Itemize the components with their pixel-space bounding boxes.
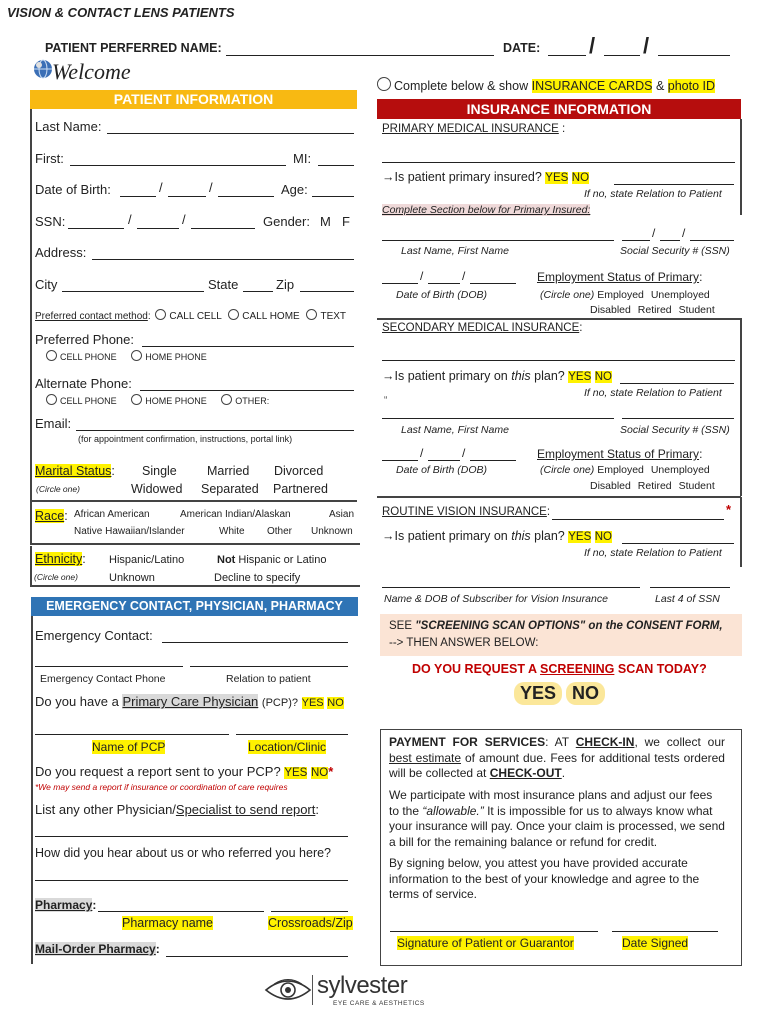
secondary-employment-row2 xyxy=(590,480,715,492)
primary-unemployed-option[interactable]: Unemployed xyxy=(650,289,710,301)
state-label: State xyxy=(208,277,239,292)
emergency-relation-field[interactable] xyxy=(190,666,348,667)
mail-order-label: Mail-Order Pharmacy: xyxy=(35,942,160,956)
call-cell-label: CALL CELL xyxy=(169,311,222,322)
insurance-cards-highlight: INSURANCE CARDS xyxy=(531,79,653,93)
emergency-phone-label: Emergency Contact Phone xyxy=(40,673,166,685)
how-hear-field[interactable] xyxy=(35,880,348,881)
secondary-yes-option[interactable]: YES xyxy=(568,371,592,383)
secondary-quote-mark: “ xyxy=(384,395,388,406)
secondary-employed-option[interactable]: Employed xyxy=(597,464,644,476)
routine-vision-field[interactable] xyxy=(552,519,724,520)
date-signed-field[interactable] xyxy=(612,931,718,932)
amp: & xyxy=(655,79,665,93)
primary-if-no: If no, state Relation to Patient xyxy=(584,188,722,200)
marital-partnered-option[interactable]: Partnered xyxy=(273,482,328,496)
scan-yes-button[interactable]: YES xyxy=(514,682,562,705)
primary-insured-no[interactable]: NO xyxy=(571,172,590,184)
date-month-field[interactable] xyxy=(548,55,586,56)
emergency-contact-label: Emergency Contact: xyxy=(35,628,153,643)
dob-month-field[interactable] xyxy=(120,196,156,197)
payment-paragraph-2: We participate with most insurance plans and adjust our fees to the “allowable.” It is impossible for us to always know what your insurance will pay. Once your claim is processed, we send a bill for the remaining balance or refund for credit. xyxy=(389,788,725,849)
primary-ssn-label: Social Security # (SSN) xyxy=(620,245,730,257)
alternate-home-radio[interactable] xyxy=(131,394,142,405)
ethnicity-not-hispanic[interactable]: Not Hispanic or Latino xyxy=(217,554,327,566)
text-radio[interactable] xyxy=(306,309,317,320)
vision-subscriber-field[interactable] xyxy=(382,587,640,588)
secondary-student-option[interactable]: Student xyxy=(678,480,715,492)
ssn-part2-field[interactable] xyxy=(137,228,179,229)
secondary-retired-option[interactable]: Retired xyxy=(637,480,672,492)
preferred-home-radio[interactable] xyxy=(131,350,142,361)
dob-day-field[interactable] xyxy=(168,196,206,197)
complete-below-checkbox[interactable] xyxy=(377,77,391,91)
vision-last4-label: Last 4 of SSN xyxy=(655,593,720,605)
alternate-other-radio[interactable] xyxy=(221,394,232,405)
routine-vision-label: ROUTINE VISION INSURANCE: xyxy=(382,506,551,518)
location-clinic-label: Location/Clinic xyxy=(248,740,327,754)
secondary-no-option[interactable]: NO xyxy=(594,371,612,383)
primary-employment-row2 xyxy=(590,304,715,316)
form-title: VISION & CONTACT LENS PATIENTS xyxy=(7,5,235,20)
primary-dob-label: Date of Birth (DOB) xyxy=(396,289,488,301)
primary-insured-question: →Is patient primary insured? YES NO xyxy=(382,170,590,184)
alternate-phone-type-row xyxy=(46,394,269,406)
preferred-cell-label: CELL PHONE xyxy=(60,352,117,362)
complete-section-label: Complete Section below for Primary Insured: xyxy=(382,204,591,216)
primary-last-first-label: Last Name, First Name xyxy=(401,245,509,257)
secondary-relation-field[interactable] xyxy=(620,383,734,384)
date-year-field[interactable] xyxy=(658,55,730,56)
race-american-indian[interactable]: American Indian/Alaskan xyxy=(180,509,291,520)
scan-options-line2: --> THEN ANSWER BELOW: xyxy=(389,637,539,649)
vision-no-option[interactable]: NO xyxy=(594,531,612,543)
preferred-name-label: PATIENT PERFERRED NAME: xyxy=(45,41,222,55)
call-cell-radio[interactable] xyxy=(155,309,166,320)
alternate-other-label: OTHER: xyxy=(235,396,270,406)
marital-widowed-option[interactable]: Widowed xyxy=(131,482,183,496)
welcome-globe-icon xyxy=(32,58,54,80)
race-african-american[interactable]: African American xyxy=(74,509,150,520)
last-name-label: Last Name: xyxy=(35,119,102,134)
preferred-phone-field[interactable] xyxy=(142,346,354,347)
crossroads-zip-label: Crossroads/Zip xyxy=(268,916,353,930)
secondary-employment-label: Employment Status of Primary: xyxy=(537,447,703,461)
secondary-top-border xyxy=(377,318,741,320)
logo-divider xyxy=(312,975,313,1005)
routine-vision-star: * xyxy=(726,502,732,517)
insurance-header: INSURANCE INFORMATION xyxy=(377,99,741,119)
secondary-dob-label: Date of Birth (DOB) xyxy=(396,464,488,476)
other-physician-field[interactable] xyxy=(35,836,348,837)
race-border xyxy=(30,502,32,544)
date-slash-1: / xyxy=(589,33,596,58)
race-unknown[interactable]: Unknown xyxy=(311,526,353,537)
secondary-primary-question: →Is patient primary on this plan? YES NO xyxy=(382,369,612,383)
vision-primary-question: →Is patient primary on this plan? YES NO xyxy=(382,529,612,543)
race-native-hawaiian[interactable]: Native Hawaiian/Islander xyxy=(74,526,185,537)
pcp-no-option[interactable]: NO xyxy=(327,697,344,709)
ethnicity-hispanic[interactable]: Hispanic/Latino xyxy=(109,554,185,566)
patient-info-border xyxy=(30,109,32,501)
vision-ssn-field[interactable] xyxy=(650,587,730,588)
ethnicity-bottom-border xyxy=(30,585,360,587)
marital-separated-option[interactable]: Separated xyxy=(201,482,259,496)
secondary-dob-day[interactable] xyxy=(428,460,460,461)
pcp-location-field[interactable] xyxy=(236,734,348,735)
dob-year-field[interactable] xyxy=(218,196,274,197)
text-label: TEXT xyxy=(320,311,347,322)
patient-info-bottom-border xyxy=(30,500,357,502)
marital-single-option[interactable]: Single xyxy=(142,464,177,478)
pcp-yes-option[interactable]: YES xyxy=(301,697,324,709)
signature-label: Signature of Patient or Guarantor xyxy=(397,936,574,950)
primary-relation-field[interactable] xyxy=(614,184,734,185)
ethnicity-decline[interactable]: Decline to specify xyxy=(214,572,301,584)
insurance-right-border xyxy=(740,119,742,215)
report-note: *We may send a report if insurance or coordination of care requires xyxy=(35,782,288,792)
primary-ssn-part3[interactable] xyxy=(690,240,734,241)
secondary-dob-month[interactable] xyxy=(382,460,418,461)
preferred-name-field[interactable] xyxy=(226,55,494,56)
dob-label: Date of Birth: xyxy=(35,182,111,197)
logo-tagline: EYE CARE & AESTHETICS xyxy=(333,1000,425,1007)
last-name-field[interactable] xyxy=(107,133,354,134)
payment-paragraph-3: By signing below, you attest you have provided accurate information to the best of your knowledge and agree to the terms of service. xyxy=(389,856,700,901)
secondary-last-first-label: Last Name, First Name xyxy=(401,424,509,436)
zip-field[interactable] xyxy=(300,291,354,292)
race-white[interactable]: White xyxy=(219,526,245,537)
primary-ssn-part1[interactable] xyxy=(622,240,650,241)
sylvester-eye-logo-icon xyxy=(264,974,312,1006)
scan-options-line1: SEE "SCREENING SCAN OPTIONS" on the CONSENT FORM, xyxy=(389,620,723,632)
report-question: Do you request a report sent to your PCP? YES NO* xyxy=(35,764,334,779)
gender-m-option[interactable]: M xyxy=(320,214,331,229)
pcp-name-field[interactable] xyxy=(35,734,229,735)
vision-yes-option[interactable]: YES xyxy=(568,531,592,543)
age-field[interactable] xyxy=(312,196,354,197)
call-home-radio[interactable] xyxy=(228,309,239,320)
pharmacy-zip-field[interactable] xyxy=(271,911,348,912)
primary-dob-day[interactable] xyxy=(428,283,460,284)
first-name-label: First: xyxy=(35,151,64,166)
emergency-contact-field[interactable] xyxy=(162,642,348,643)
vision-if-no: If no, state Relation to Patient xyxy=(584,547,722,559)
secondary-bottom-border xyxy=(377,496,741,498)
secondary-employment-row1: (Circle one) Employed Unemployed xyxy=(540,464,710,476)
primary-insurance-field[interactable] xyxy=(382,162,735,163)
secondary-insured-name-field[interactable] xyxy=(382,418,614,419)
date-slash-2: / xyxy=(643,33,650,58)
ethnicity-border xyxy=(30,546,32,586)
vision-relation-field[interactable] xyxy=(622,543,734,544)
alternate-cell-radio[interactable] xyxy=(46,394,57,405)
marital-status-label: Marital Status: xyxy=(35,464,115,478)
mi-field[interactable] xyxy=(318,165,354,166)
call-home-label: CALL HOME xyxy=(242,311,300,322)
preferred-home-label: HOME PHONE xyxy=(145,352,207,362)
ethnicity-unknown[interactable]: Unknown xyxy=(109,572,155,584)
payment-paragraph-1: PAYMENT FOR SERVICES: AT CHECK-IN, we collect our best estimate of amount due. Fees for additional tests ordered will be collected at CHECK-OUT. xyxy=(389,735,725,780)
emergency-border xyxy=(31,616,33,964)
routine-right-border xyxy=(740,497,742,567)
primary-insurance-label: PRIMARY MEDICAL INSURANCE xyxy=(382,123,559,135)
primary-employment-label: Employment Status of Primary: xyxy=(537,270,703,284)
pcp-question: Do you have a Primary Care Physician (PCP)? YES NO xyxy=(35,694,344,709)
complete-below-text: Complete below & show xyxy=(394,79,529,93)
emergency-phone-field[interactable] xyxy=(35,666,183,667)
scan-no-button[interactable]: NO xyxy=(566,682,605,705)
patient-info-header: PATIENT INFORMATION xyxy=(30,90,357,109)
race-label: Race: xyxy=(35,509,68,523)
address-field[interactable] xyxy=(92,259,354,260)
email-label: Email: xyxy=(35,416,72,431)
pharmacy-name-field[interactable] xyxy=(98,911,264,912)
city-label: City xyxy=(35,277,58,292)
race-other[interactable]: Other xyxy=(267,526,293,537)
vision-subscriber-label: Name & DOB of Subscriber for Vision Insurance xyxy=(384,593,608,605)
primary-ssn-part2[interactable] xyxy=(660,240,680,241)
photo-id-highlight: photo ID xyxy=(667,79,716,93)
secondary-if-no: If no, state Relation to Patient xyxy=(584,387,722,399)
date-day-field[interactable] xyxy=(604,55,640,56)
primary-disabled-option[interactable]: Disabled xyxy=(590,304,631,316)
how-hear-label: How did you hear about us or who referred you here? xyxy=(35,846,332,860)
ssn-label: SSN: xyxy=(35,214,66,229)
age-label: Age: xyxy=(281,182,308,197)
primary-insured-yes[interactable]: YES xyxy=(545,172,569,184)
alternate-phone-label: Alternate Phone: xyxy=(35,376,132,391)
welcome-text: Welcome xyxy=(52,59,131,84)
ssn-part1-field[interactable] xyxy=(68,228,124,229)
preferred-phone-label: Preferred Phone: xyxy=(35,332,135,347)
preferred-cell-radio[interactable] xyxy=(46,350,57,361)
address-label: Address: xyxy=(35,245,87,260)
alternate-phone-field[interactable] xyxy=(140,390,354,391)
secondary-disabled-option[interactable]: Disabled xyxy=(590,480,631,492)
ethnicity-label: Ethnicity: xyxy=(35,552,86,566)
primary-dob-month[interactable] xyxy=(382,283,418,284)
primary-dob-year[interactable] xyxy=(470,283,516,284)
ethnicity-circle-one: (Circle one) xyxy=(34,572,78,582)
secondary-unemployed-option[interactable]: Unemployed xyxy=(650,464,710,476)
secondary-ssn-field[interactable] xyxy=(622,418,734,419)
city-field[interactable] xyxy=(62,291,204,292)
date-label: DATE: xyxy=(503,41,541,55)
logo-name: sylvester xyxy=(317,972,408,999)
primary-student-option[interactable]: Student xyxy=(678,304,715,316)
marital-divorced-option[interactable]: Divorced xyxy=(274,464,324,478)
pharmacy-name-label: Pharmacy name xyxy=(122,916,214,930)
zip-label: Zip xyxy=(276,277,295,292)
alternate-cell-label: CELL PHONE xyxy=(60,396,117,406)
secondary-insurance-field[interactable] xyxy=(382,360,735,361)
first-name-field[interactable] xyxy=(70,165,286,166)
primary-employed-option[interactable]: Employed xyxy=(597,289,644,301)
report-no-option[interactable]: NO xyxy=(310,767,329,779)
mail-order-field[interactable] xyxy=(166,956,348,957)
gender-f-option[interactable]: F xyxy=(342,214,350,229)
email-note: (for appointment confirmation, instructions, portal link) xyxy=(78,434,293,444)
pharmacy-label: Pharmacy: xyxy=(35,898,97,912)
complete-below-line xyxy=(377,77,715,93)
marital-circle-one: (Circle one) xyxy=(36,484,80,494)
secondary-ssn-label: Social Security # (SSN) xyxy=(620,424,730,436)
primary-retired-option[interactable]: Retired xyxy=(637,304,672,316)
mi-label: MI: xyxy=(293,151,312,166)
report-yes-option[interactable]: YES xyxy=(284,767,308,779)
secondary-dob-year[interactable] xyxy=(470,460,516,461)
preferred-phone-type-row xyxy=(46,350,207,362)
name-of-pcp-label: Name of PCP xyxy=(92,740,166,754)
signature-field[interactable] xyxy=(390,931,598,932)
race-asian[interactable]: Asian xyxy=(329,509,355,520)
state-field[interactable] xyxy=(243,291,273,292)
secondary-right-border xyxy=(740,318,742,496)
emergency-relation-label: Relation to patient xyxy=(226,673,311,685)
ssn-part3-field[interactable] xyxy=(191,228,255,229)
race-bottom-border xyxy=(30,543,360,545)
contact-method-row: Preferred contact method: CALL CELL CALL HOME TEXT xyxy=(35,311,347,322)
email-field[interactable] xyxy=(76,430,354,431)
primary-employment-row1: (Circle one) Employed Unemployed xyxy=(540,289,710,301)
emergency-header: EMERGENCY CONTACT, PHYSICIAN, PHARMACY xyxy=(31,597,358,616)
gender-label: Gender: xyxy=(263,214,310,229)
marital-married-option[interactable]: Married xyxy=(207,464,250,478)
primary-insured-name-field[interactable] xyxy=(382,240,614,241)
list-other-physician-label: List any other Physician/Specialist to send report: xyxy=(35,802,319,817)
date-signed-label: Date Signed xyxy=(622,936,689,950)
secondary-insurance-label: SECONDARY MEDICAL INSURANCE: xyxy=(382,322,583,334)
alternate-home-label: HOME PHONE xyxy=(145,396,207,406)
scan-question: DO YOU REQUEST A SCREENING SCAN TODAY? xyxy=(412,662,707,676)
contact-method-label: Preferred contact method xyxy=(35,311,148,322)
